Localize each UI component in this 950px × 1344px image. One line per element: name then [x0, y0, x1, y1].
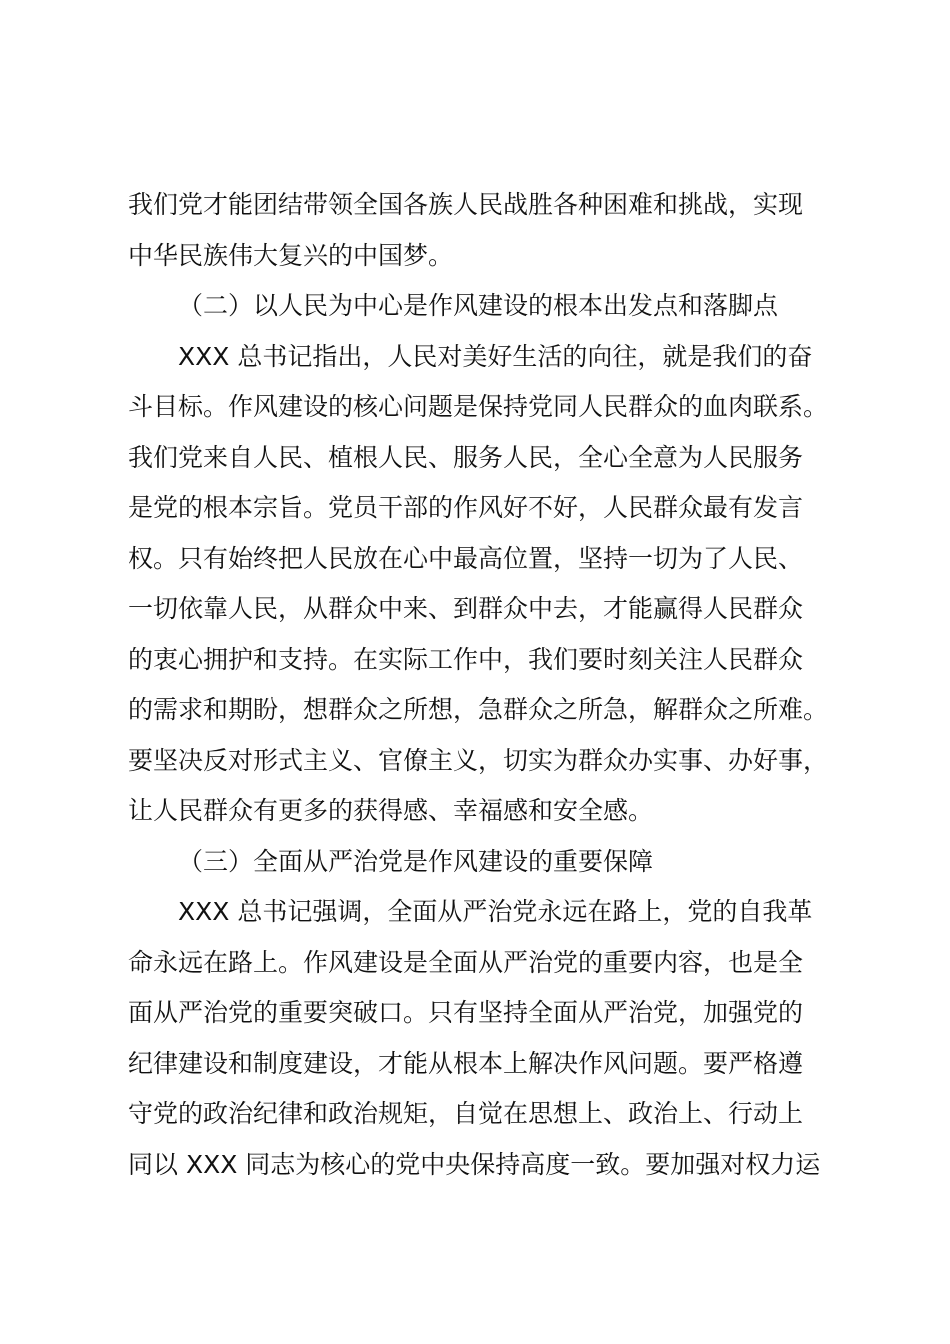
text-line: 我们党才能团结带领全国各族人民战胜各种困难和挑战，实现 — [128, 190, 804, 219]
text-line: 的需求和期盼，想群众之所想，急群众之所急，解群众之所难。 — [128, 695, 829, 724]
text-line: 的衷心拥护和支持。在实际工作中，我们要时刻关注人民群众 — [128, 644, 804, 674]
text-line: 命永远在路上。作风建设是全面从严治党的重要内容，也是全 — [128, 947, 804, 977]
text-line: 权。只有始终把人民放在心中最高位置，坚持一切为了人民、 — [128, 543, 804, 573]
section-heading-3: （三）全面从严治党是作风建设的重要保障 — [178, 846, 654, 876]
paragraph-first-line: XXX 总书记强调，全面从严治党永远在路上，党的自我革 — [178, 897, 813, 926]
text-line: 我们党来自人民、植根人民、服务人民，全心全意为人民服务 — [128, 442, 804, 472]
text-line: 纪律建设和制度建设，才能从根本上解决作风问题。要严格遵 — [128, 1048, 804, 1078]
section-heading-2: （二）以人民为中心是作风建设的根本出发点和落脚点 — [178, 291, 779, 320]
document-body — [128, 180, 844, 1190]
text-line: 中华民族伟大复兴的中国梦。 — [128, 240, 454, 270]
paragraph-first-line: XXX 总书记指出，人民对美好生活的向往，就是我们的奋 — [178, 341, 813, 371]
text-line: 面从严治党的重要突破口。只有坚持全面从严治党，加强党的 — [128, 998, 804, 1027]
text-line: 守党的政治纪律和政治规矩，自觉在思想上、政治上、行动上 — [128, 1099, 804, 1128]
text-line: 同以 XXX 同志为核心的党中央保持高度一致。要加强对权力运 — [128, 1149, 821, 1179]
text-line: 是党的根本宗旨。党员干部的作风好不好，人民群众最有发言 — [128, 493, 804, 522]
text-line: 让人民群众有更多的获得感、幸福感和安全感。 — [128, 796, 654, 825]
text-line: 一切依靠人民，从群众中来、到群众中去，才能赢得人民群众 — [128, 594, 804, 623]
text-line: 斗目标。作风建设的核心问题是保持党同人民群众的血肉联系。 — [128, 392, 829, 421]
text-line: 要坚决反对形式主义、官僚主义，切实为群众办实事、办好事， — [128, 745, 829, 775]
